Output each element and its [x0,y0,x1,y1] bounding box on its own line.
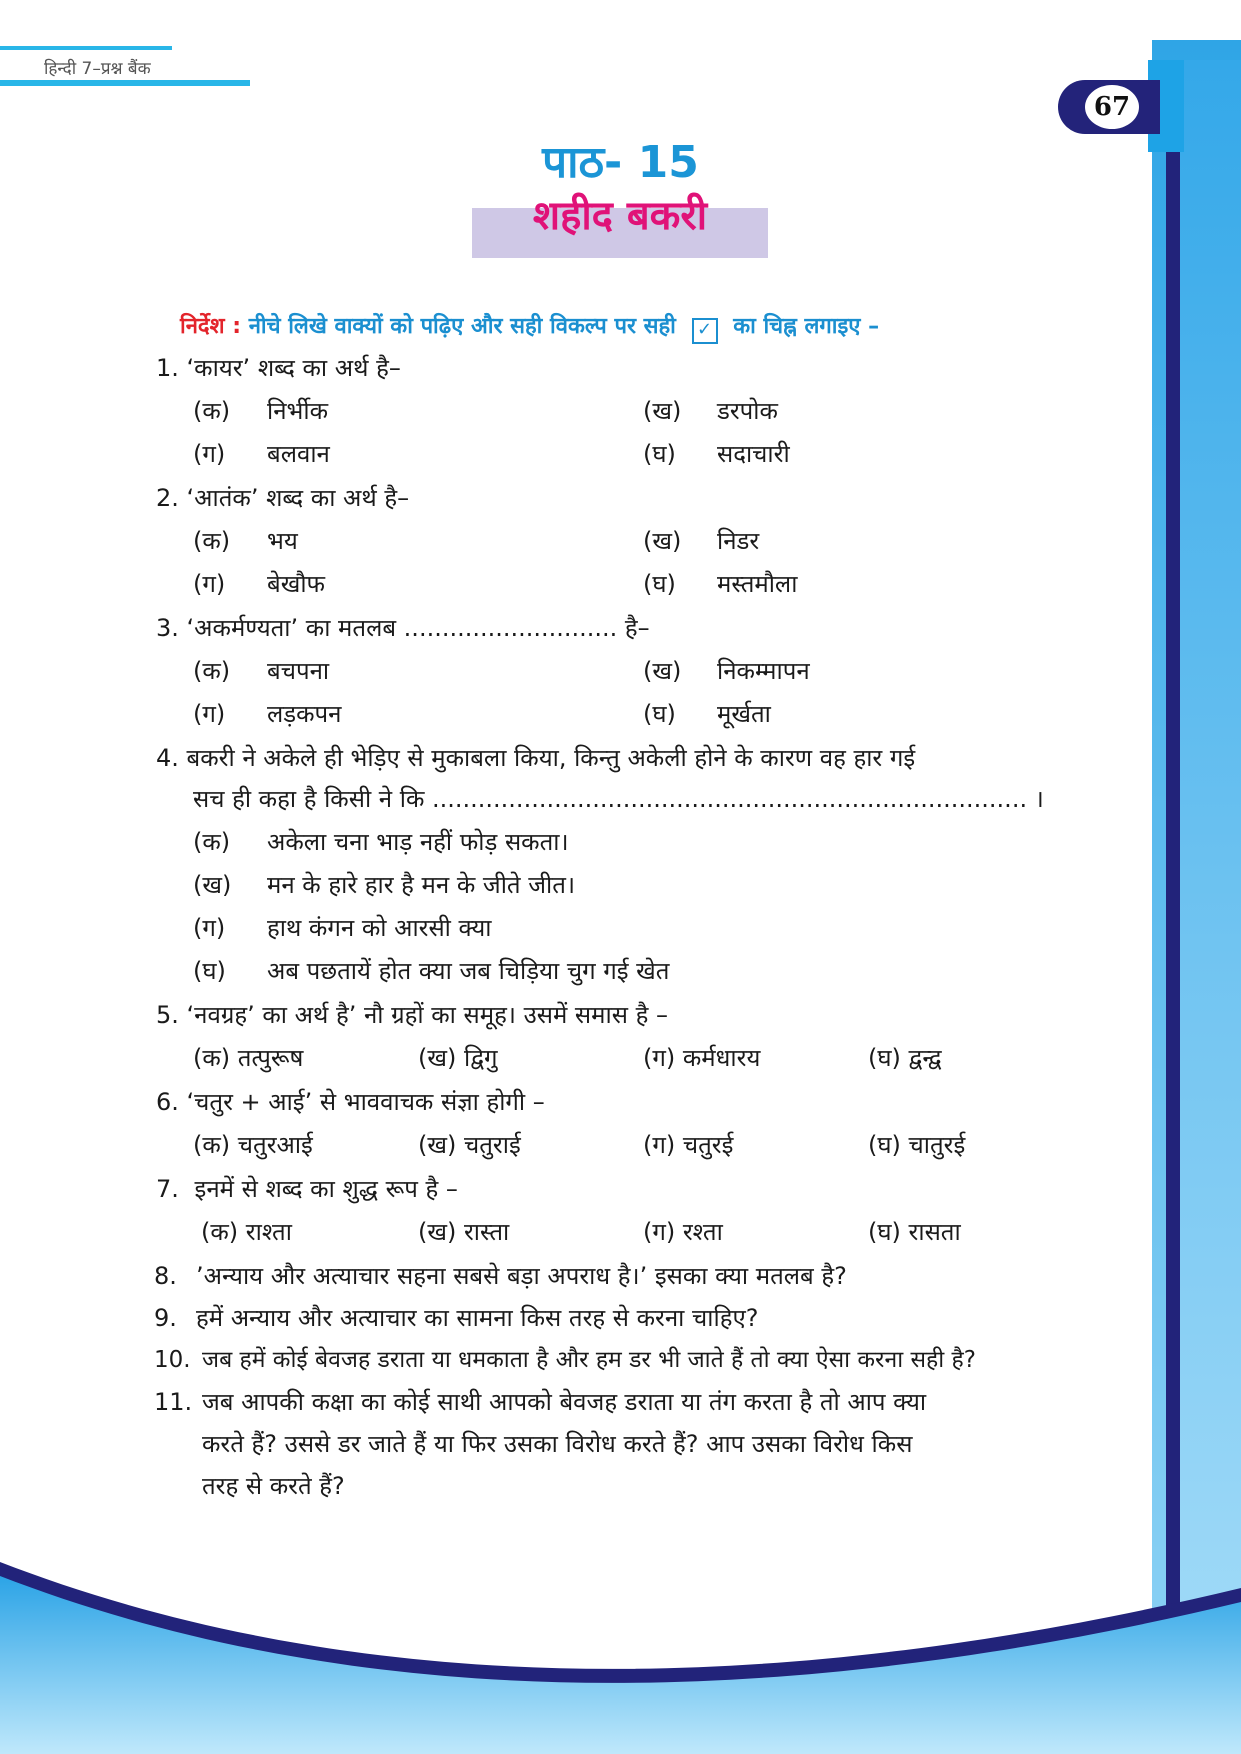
option-text: डरपोक [717,397,778,425]
option-label: (क) [193,828,231,856]
question-number: 6. [156,1088,179,1116]
option: (क) राश्ता [201,1218,292,1246]
option-label: (ग) [193,570,226,598]
option-text: लड़कपन [267,700,342,728]
right-border-navy-stripe [1166,60,1180,1620]
question-text: ‘अकर्मण्यता’ का मतलब ............................ है– [186,614,650,642]
question-text: ‘चतुर + आई’ से भाववाचक संज्ञा होगी – [186,1088,545,1116]
question-number: 8. [154,1262,177,1290]
question-1 [156,352,401,384]
option-label: (घ) [193,957,226,985]
option-label: (घ) [643,570,676,598]
option: (ख) चतुराई [418,1131,521,1159]
question-2 [156,482,409,514]
option [193,912,491,944]
lesson-number: पाठ- 15 [542,137,699,188]
question-text: ‘आतंक’ शब्द का अर्थ है– [186,484,410,512]
question-5 [156,999,668,1031]
option: (ग) चतुरई [643,1131,734,1159]
question-11-line-2: करते हैं? उससे डर जाते हैं या फिर उसका विरोध करते हैं? आप उसका विरोध किस [202,1430,913,1458]
book-title: हिन्दी 7–प्रश्न बैंक [44,59,151,79]
option-label: (क) [193,527,231,555]
option-text: अकेला चना भाड़ नहीं फोड़ सकता। [267,828,569,856]
question-number: 7. [156,1175,179,1203]
option: (घ) द्वन्द्व [868,1044,942,1072]
question-number: 5. [156,1001,179,1029]
question-4 [156,742,915,774]
question-number: 9. [154,1304,177,1332]
question-number: 2. [156,484,179,512]
question-8 [154,1260,847,1292]
question-10 [154,1344,976,1376]
option-label: (ग) [193,914,226,942]
option: (क) तत्पुरूष [193,1044,304,1072]
question-text: हमें अन्याय और अत्याचार का सामना किस तरह से करना चाहिए? [196,1304,759,1332]
instruction-label: निर्देश : [180,314,242,339]
instruction [180,310,879,344]
question-11-line-3: तरह से करते हैं? [202,1472,345,1500]
question-text: बकरी ने अकेले ही भेड़िए से मुकाबला किया, किन्तु अकेली होने के कारण वह हार गई [186,744,916,772]
page-number: 67 [1085,85,1139,129]
option-text: निकम्मापन [717,657,810,685]
option [193,869,575,901]
question-11 [154,1386,926,1418]
header-underline-top [0,46,172,50]
option-text: हाथ कंगन को आरसी क्या [267,914,492,942]
option [193,955,669,987]
option: (ग) रश्ता [643,1218,723,1246]
question-number: 10. [154,1347,191,1373]
option-label: (ख) [643,657,682,685]
option-label: (ख) [193,871,232,899]
option-text: बलवान [267,440,330,468]
question-number: 3. [156,614,179,642]
option-text: मन के हारे हार है मन के जीते जीत। [267,871,576,899]
lesson-title: शहीद बकरी [532,193,708,239]
checkbox-icon: ✓ [692,318,718,344]
option-label: (ख) [643,397,682,425]
option-text: अब पछतायें होत क्या जब चिड़िया चुग गई खेत [267,957,670,985]
question-3 [156,612,650,644]
question-text: ‘कायर’ शब्द का अर्थ है– [186,354,401,382]
option [193,525,298,557]
instruction-text-2: का चिह्न लगाइए – [733,314,880,339]
option [643,438,790,470]
option [643,395,778,427]
option-text: भय [267,527,298,555]
option-label: (क) [193,397,231,425]
option-text: बेखौफ [267,570,326,598]
option-text: सदाचारी [717,440,790,468]
question-4-line-2: सच ही कहा है किसी ने कि .............................................................................. । [193,785,1044,813]
option-text: निर्भीक [267,397,329,425]
question-9 [154,1302,758,1334]
option-label: (घ) [643,700,676,728]
question-number: 1. [156,354,179,382]
instruction-text: नीचे लिखे वाक्यों को पढ़िए और सही विकल्प पर सही [248,314,676,339]
option: (ख) द्विगु [418,1044,498,1072]
bottom-wave-decoration [0,1540,1241,1754]
question-number: 4. [156,744,179,772]
option-label: (ख) [643,527,682,555]
question-6 [156,1086,545,1118]
question-number: 11. [154,1388,193,1416]
option [643,698,771,730]
option-label: (ग) [193,700,226,728]
option-text: मस्तमौला [717,570,798,598]
option [193,438,330,470]
option [193,395,328,427]
option: (ख) रास्ता [418,1218,510,1246]
option-text: मूर्खता [717,700,771,728]
option [643,568,797,600]
question-7 [156,1173,458,1205]
question-text: ’अन्याय और अत्याचार सहना सबसे बड़ा अपराध है।’ इसका क्या मतलब है? [196,1262,847,1290]
option-text: निडर [717,527,760,555]
option: (ग) कर्मधारय [643,1044,761,1072]
option [193,568,325,600]
header-underline [0,80,250,86]
question-text: जब आपकी कक्षा का कोई साथी आपको बेवजह डराता या तंग करता है तो आप क्या [202,1388,927,1416]
option-label: (घ) [643,440,676,468]
option [193,698,342,730]
question-text: जब हमें कोई बेवजह डराता या धमकाता है और हम डर भी जाते हैं तो क्या ऐसा करना सही है? [202,1347,976,1373]
option: (क) चतुरआई [193,1131,313,1159]
option: (घ) रासता [868,1218,961,1246]
option [643,525,759,557]
option-text: बचपना [267,657,330,685]
question-text: ‘नवग्रह’ का अर्थ है’ नौ ग्रहों का समूह। उसमें समास है – [186,1001,668,1029]
option-label: (ग) [193,440,226,468]
option [643,655,810,687]
option [193,655,329,687]
right-border-light [1180,60,1241,1620]
question-text: इनमें से शब्द का शुद्ध रूप है – [194,1175,458,1203]
option [193,826,569,858]
option: (घ) चातुरई [868,1131,966,1159]
option-label: (क) [193,657,231,685]
